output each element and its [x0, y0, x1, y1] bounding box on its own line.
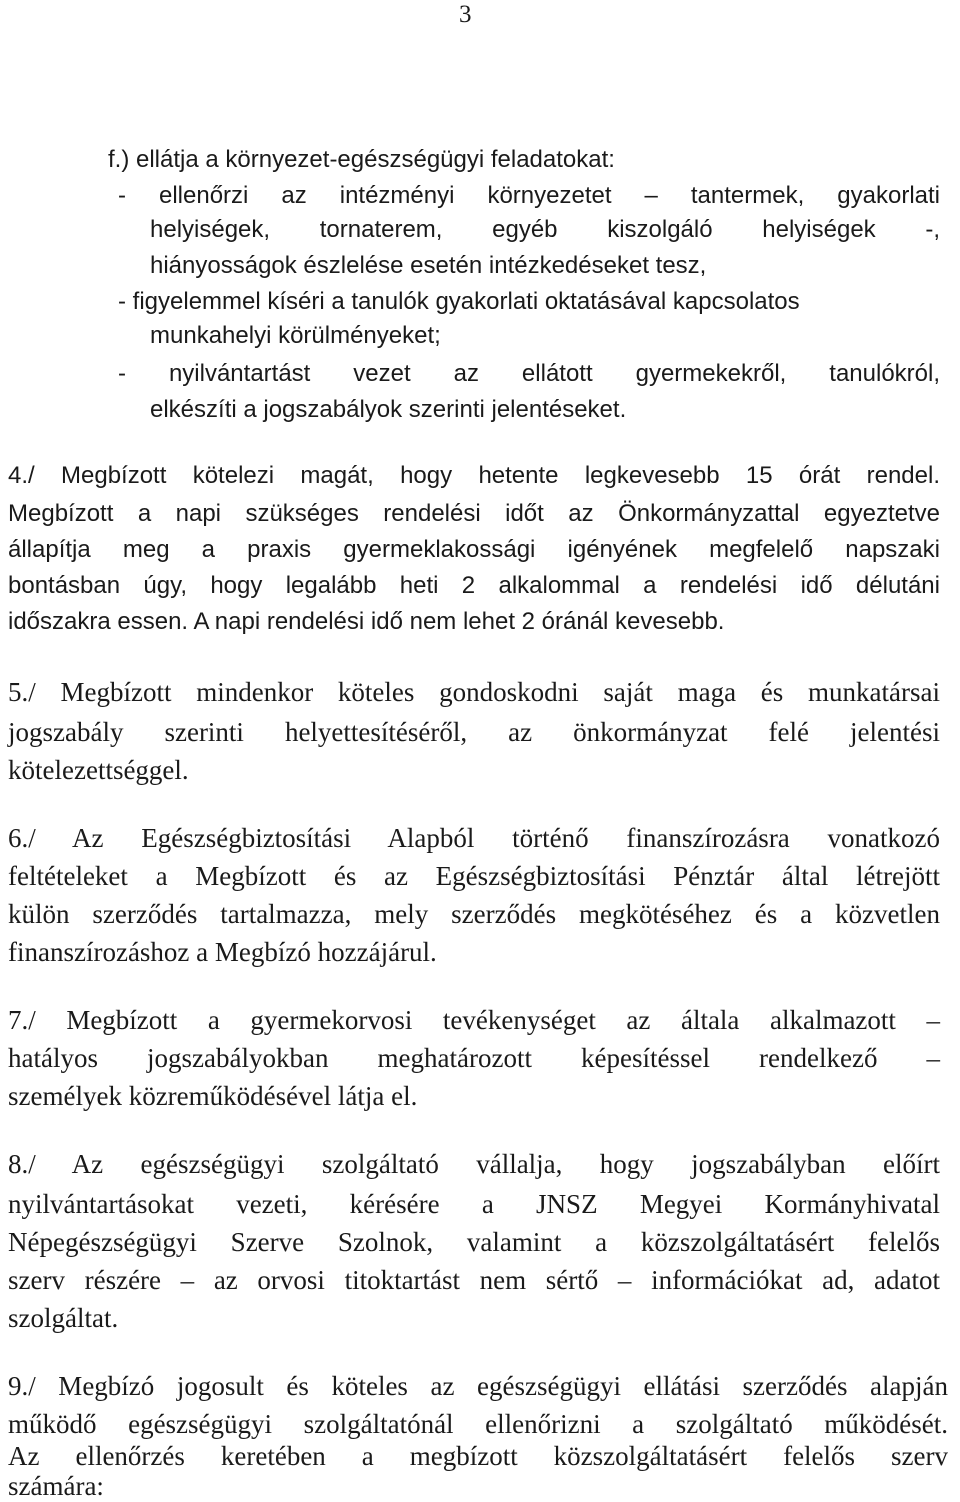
- paragraph-9-line: 9./ Megbízó jogosult és köteles az egészségügyi ellátási szerződés alapján: [8, 1371, 948, 1401]
- paragraph-9-line: számára:: [8, 1471, 104, 1501]
- paragraph-8-line: 8./ Az egészségügyi szolgáltató vállalja, hogy jogszabályban előírt: [8, 1149, 940, 1179]
- section-f-line: munkahelyi körülményeket;: [150, 322, 441, 349]
- paragraph-6-line: külön szerződés tartalmazza, mely szerződés megkötéséhez és a közvetlen: [8, 899, 940, 929]
- paragraph-5-line: jogszabály szerinti helyettesítéséről, az önkormányzat felé jelentési: [8, 717, 940, 747]
- section-f-line: helyiségek, tornaterem, egyéb kiszolgáló helyiségek -,: [150, 216, 940, 243]
- paragraph-8-line: nyilvántartásokat vezeti, kérésére a JNSZ Megyei Kormányhivatal: [8, 1189, 940, 1219]
- paragraph-8-line: szolgáltat.: [8, 1303, 119, 1333]
- paragraph-8-line: szerv részére – az orvosi titoktartást nem sértő – információkat ad, adatot: [8, 1265, 940, 1295]
- section-f-line: - figyelemmel kíséri a tanulók gyakorlati oktatásával kapcsolatos: [118, 288, 800, 315]
- paragraph-5-line: 5./ Megbízott mindenkor köteles gondoskodni saját maga és munkatársai: [8, 677, 940, 707]
- paragraph-4-line: 4./ Megbízott kötelezi magát, hogy hetente legkevesebb 15 órát rendel.: [8, 462, 940, 489]
- paragraph-4-line: Megbízott a napi szükséges rendelési időt az Önkormányzattal egyeztetve: [8, 500, 940, 527]
- paragraph-6-line: feltételeket a Megbízott és az Egészségbiztosítási Pénztár által létrejött: [8, 861, 940, 891]
- paragraph-6-line: 6./ Az Egészségbiztosítási Alapból történő finanszírozásra vonatkozó: [8, 823, 940, 853]
- paragraph-6-line: finanszírozáshoz a Megbízó hozzájárul.: [8, 937, 437, 967]
- paragraph-7-line: hatályos jogszabályokban meghatározott képesítéssel rendelkező –: [8, 1043, 940, 1073]
- paragraph-4-line: állapítja meg a praxis gyermeklakossági igényének megfelelő napszaki: [8, 536, 940, 563]
- paragraph-7-line: 7./ Megbízott a gyermekorvosi tevékenységet az általa alkalmazott –: [8, 1005, 940, 1035]
- paragraph-9-line: Az ellenőrzés keretében a megbízott közszolgáltatásért felelős szerv: [8, 1441, 948, 1471]
- paragraph-8-line: Népegészségügyi Szerve Szolnok, valamint a közszolgáltatásért felelős: [8, 1227, 940, 1257]
- section-f-line: hiányosságok észlelése esetén intézkedéseket tesz,: [150, 252, 707, 279]
- section-f-line: - nyilvántartást vezet az ellátott gyermekekről, tanulókról,: [118, 360, 940, 387]
- section-f-line: - ellenőrzi az intézményi környezetet – tantermek, gyakorlati: [118, 182, 940, 209]
- page-number: 3: [459, 1, 472, 28]
- paragraph-5-line: kötelezettséggel.: [8, 755, 189, 785]
- section-f-line: elkészíti a jogszabályok szerinti jelentéseket.: [150, 396, 627, 423]
- paragraph-4-line: időszakra essen. A napi rendelési idő nem lehet 2 óránál kevesebb.: [8, 608, 725, 635]
- section-f-heading: f.) ellátja a környezet-egészségügyi feladatokat:: [108, 146, 615, 173]
- paragraph-7-line: személyek közreműködésével látja el.: [8, 1081, 418, 1111]
- paragraph-9-line: működő egészségügyi szolgáltatónál ellenőrizni a szolgáltató működését.: [8, 1409, 948, 1439]
- paragraph-4-line: bontásban úgy, hogy legalább heti 2 alkalommal a rendelési idő délutáni: [8, 572, 940, 599]
